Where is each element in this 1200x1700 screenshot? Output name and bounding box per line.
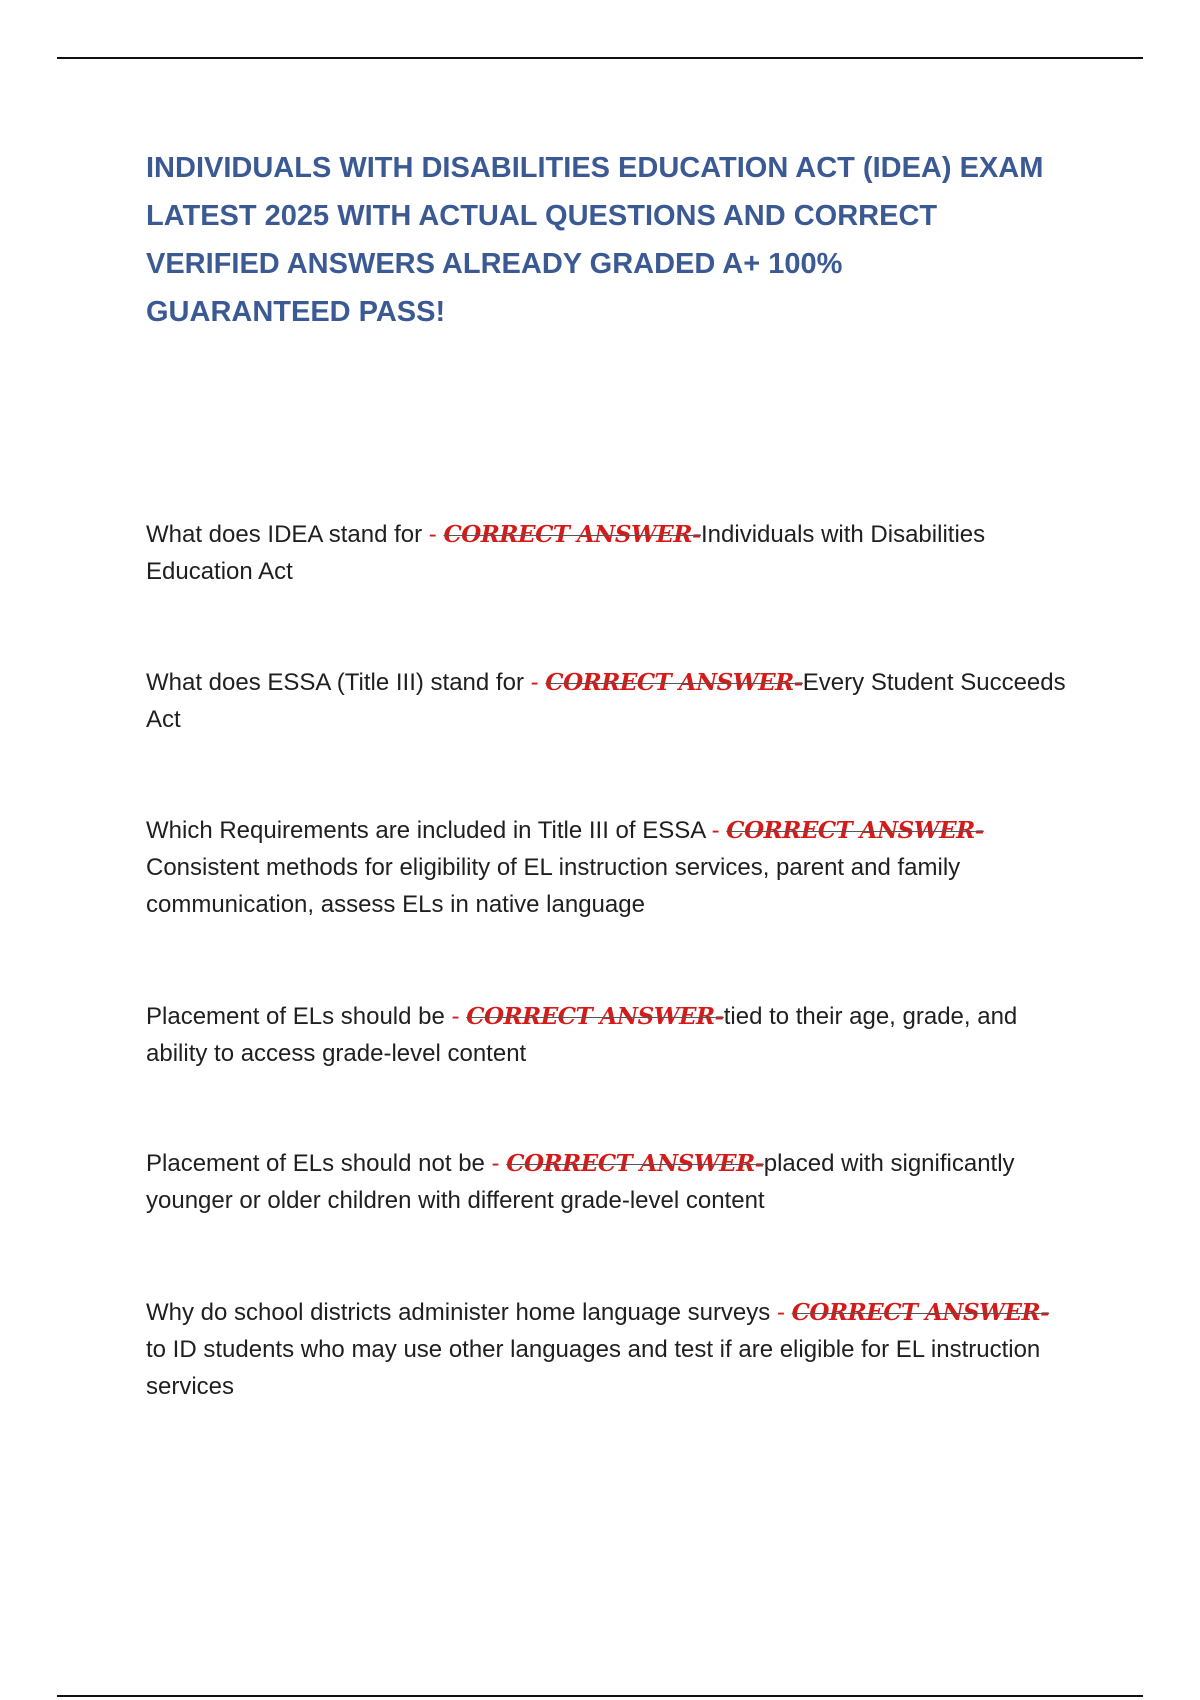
correct-answer-tag: CORRECT ANSWER- bbox=[506, 1150, 764, 1177]
answer-separator: - bbox=[704, 817, 727, 844]
qa-item bbox=[146, 1145, 1066, 1219]
qa-item bbox=[146, 812, 1066, 923]
bottom-divider bbox=[57, 1695, 1143, 1697]
correct-answer-tag: CORRECT ANSWER- bbox=[726, 817, 984, 844]
qa-item bbox=[146, 664, 1066, 738]
question-text: Placement of ELs should not be bbox=[146, 1150, 485, 1177]
top-divider bbox=[57, 57, 1143, 59]
qa-item bbox=[146, 516, 1066, 590]
answer-separator: - bbox=[770, 1299, 792, 1326]
answer-separator: - bbox=[444, 1003, 467, 1030]
document-title: INDIVIDUALS WITH DISABILITIES EDUCATION ACT (IDEA) EXAM LATEST 2025 WITH ACTUAL QUESTIONS AND CORRECT VERIFIED ANSWERS ALREADY GRADED A+ 100% GUARANTEED PASS! bbox=[146, 152, 1044, 328]
correct-answer-tag: CORRECT ANSWER- bbox=[791, 1299, 1050, 1326]
question-text: What does IDEA stand for bbox=[146, 521, 423, 548]
answer-separator: - bbox=[422, 521, 444, 548]
answer-text: placed with significantly younger or older children with different grade-level content bbox=[146, 1150, 1015, 1214]
question-text: Placement of ELs should be bbox=[146, 1003, 445, 1030]
correct-answer-tag: CORRECT ANSWER- bbox=[545, 669, 803, 696]
answer-text: tied to their age, grade, and ability to access grade-level content bbox=[146, 1003, 1018, 1067]
answer-text: Individuals with Disabilities Education Act bbox=[146, 521, 986, 585]
answer-text: Consistent methods for eligibility of EL instruction services, parent and family communication, assess ELs in native language bbox=[146, 854, 961, 918]
correct-answer-tag: CORRECT ANSWER- bbox=[443, 521, 701, 548]
qa-item bbox=[146, 998, 1066, 1072]
qa-item bbox=[146, 1294, 1066, 1405]
answer-text: Every Student Succeeds Act bbox=[146, 669, 1066, 733]
correct-answer-tag: CORRECT ANSWER- bbox=[466, 1003, 724, 1030]
answer-separator: - bbox=[523, 669, 546, 696]
answer-separator: - bbox=[484, 1150, 507, 1177]
question-text: What does ESSA (Title III) stand for bbox=[146, 669, 524, 696]
question-text: Why do school districts administer home language surveys bbox=[146, 1299, 771, 1326]
question-text: Which Requirements are included in Title III of ESSA bbox=[146, 817, 705, 844]
answer-text: to ID students who may use other languages and test if are eligible for EL instruction services bbox=[146, 1336, 1041, 1400]
